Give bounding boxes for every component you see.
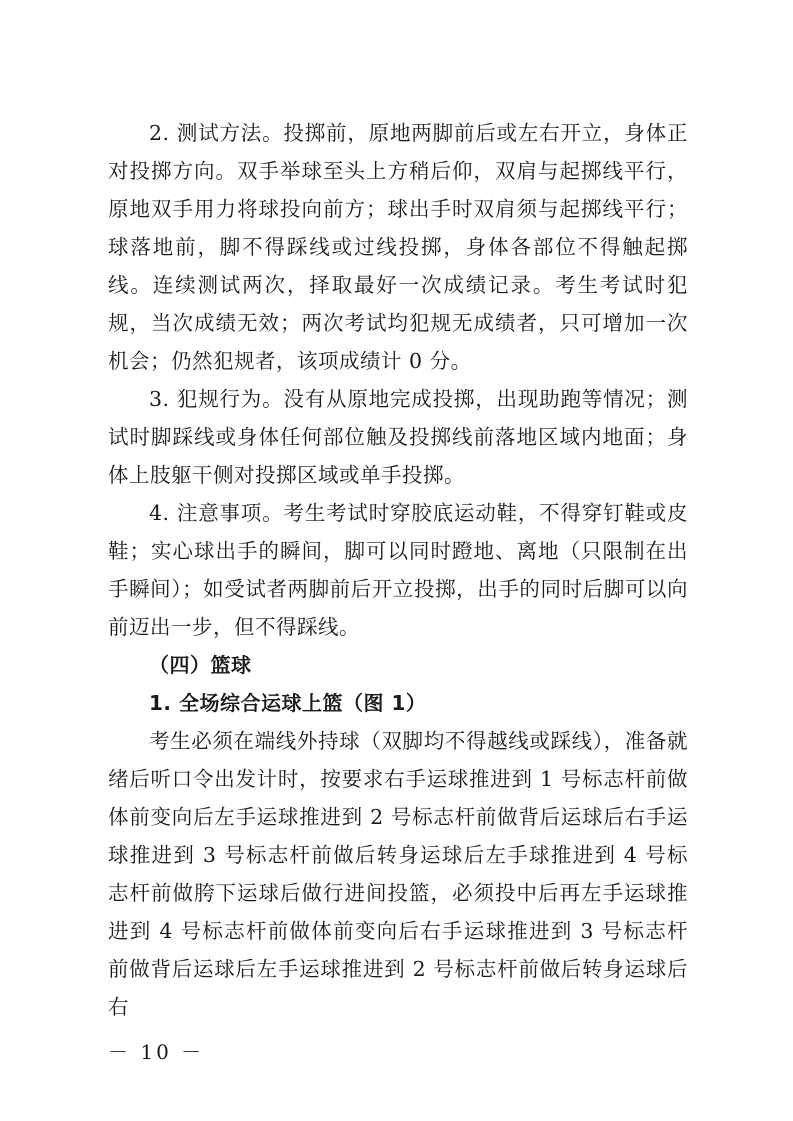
subsection-heading: 1. 全场综合运球上篮（图 1） [149, 691, 427, 715]
page-number: － 10 － [108, 1040, 205, 1064]
paragraph-fouls: 3. 犯规行为。没有从原地完成投掷，出现助跑等情况；测试时脚踩线或身体任何部位触及投掷线前落地区域内地面；身体上肢躯干侧对投掷区域或单手投掷。 [108, 387, 688, 487]
paragraph-notes: 4. 注意事项。考生考试时穿胶底运动鞋，不得穿钉鞋或皮鞋；实心球出手的瞬间，脚可以同时蹬地、离地（只限制在出手瞬间）；如受试者两脚前后开立投掷，出手的同时后脚可以向前迈出一步，但不得踩线。 [108, 501, 688, 639]
section-heading: （四）篮球 [149, 653, 252, 677]
body-text [108, 114, 688, 1026]
paragraph-test-method: 2. 测试方法。投掷前，原地两脚前后或左右开立，身体正对投掷方向。双手举球至头上方稍后仰，双肩与起掷线平行，原地双手用力将球投向前方；球出手时双肩须与起掷线平行；球落地前，脚不得踩线或过线投掷，身体各部位不得触起掷线。连续测试两次，择取最好一次成绩记录。考生考试时犯规，当次成绩无效；两次考试均犯规无成绩者，只可增加一次机会；仍然犯规者，该项成绩计 0 分。 [108, 121, 688, 373]
paragraph-dribble-layup: 考生必须在端线外持球（双脚均不得越线或踩线），准备就绪后听口令出发计时，按要求右手运球推进到 1 号标志杆前做体前变向后左手运球推进到 2 号标志杆前做背后运球后右手运球推进到 3 号标志杆前做后转身运球后左手球推进到 4 号标志杆前做胯下运球后做行进间投篮，必须投中后再左手运球推进到 4 号标志杆前做体前变向后右手运球推进到 3 号标志杆前做背后运球后左手运球推进到 2 号标志杆前做后转身运球后右 [108, 729, 688, 1019]
